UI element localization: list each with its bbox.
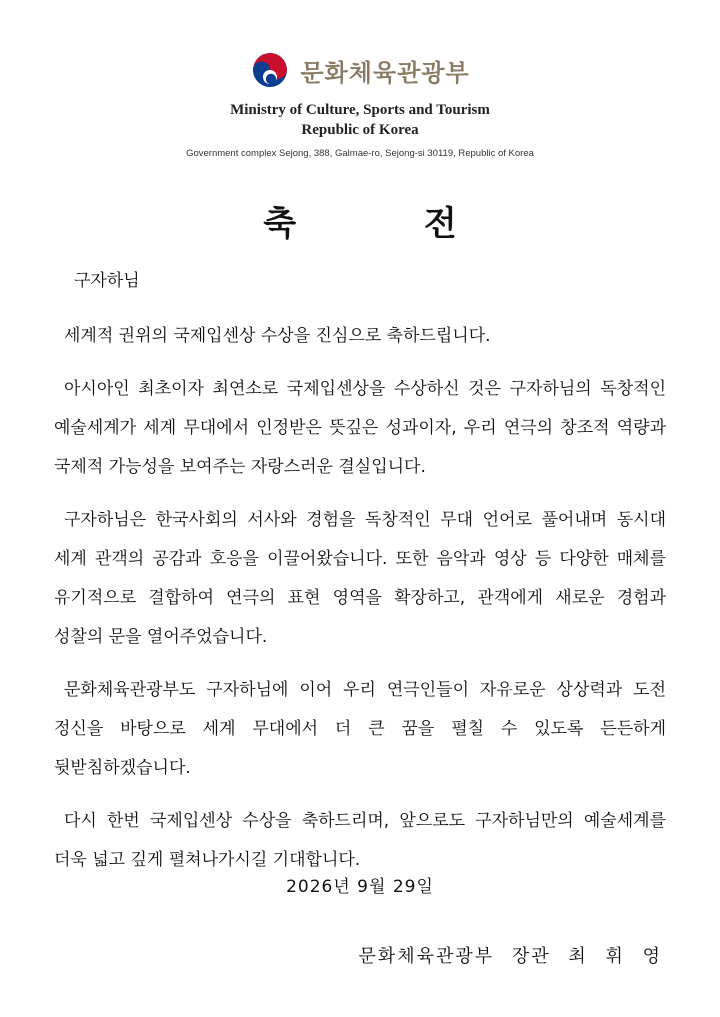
paragraph-3: 구자하님은 한국사회의 서사와 경험을 독창적인 무대 언어로 풀어내며 동시대 세계 관객의 공감과 호응을 이끌어왔습니다. 또한 음악과 영상 등 다양한 매체를 유기적으로 결합하여 연극의 표현 영역을 확장하고, 관객에게 새로운 경험과 성찰의 문을 열어주었습니다. [54, 510, 666, 647]
paragraph-2: 아시아인 최초이자 최연소로 국제입센상을 수상하신 것은 구자하님의 독창적인 예술세계가 세계 무대에서 인정받은 뜻깊은 성과이자, 우리 연극의 창조적 역량과 국제적 가능성을 보여주는 자랑스러운 결실입니다. [54, 379, 666, 477]
taegeuk-emblem-icon [250, 50, 290, 90]
letter-body [54, 262, 666, 894]
signature: 문화체육관광부 장관 최 휘 영 [358, 946, 662, 967]
ministry-english-line1: Ministry of Culture, Sports and Tourism [230, 102, 490, 118]
ministry-name-english [0, 100, 720, 140]
ministry-name-korean: 문화체육관광부 [300, 58, 470, 87]
paragraph-5: 다시 한번 국제입센상 수상을 축하드리며, 앞으로도 구자하님만의 예술세계를 더욱 넓고 깊게 펼쳐나가시길 기대합니다. [54, 811, 666, 870]
paragraph-4: 문화체육관광부도 구자하님에 이어 우리 연극인들이 자유로운 상상력과 도전 정신을 바탕으로 세계 무대에서 더 큰 꿈을 펼칠 수 있도록 든든하게 뒷받침하겠습니다. [54, 680, 666, 778]
document-date: 2026년 9월 29일 [286, 877, 434, 897]
letterhead [0, 44, 720, 159]
ministry-address: Government complex Sejong, 388, Galmae-ro, Sejong-si 30119, Republic of Korea [186, 148, 534, 159]
document-title: 축 전 [263, 204, 515, 244]
logo-row [0, 44, 720, 96]
paragraph-1: 세계적 권위의 국제입센상 수상을 진심으로 축하드립니다. [64, 326, 491, 346]
salutation: 구자하님 [74, 271, 140, 291]
ministry-english-line2: Republic of Korea [301, 122, 419, 138]
